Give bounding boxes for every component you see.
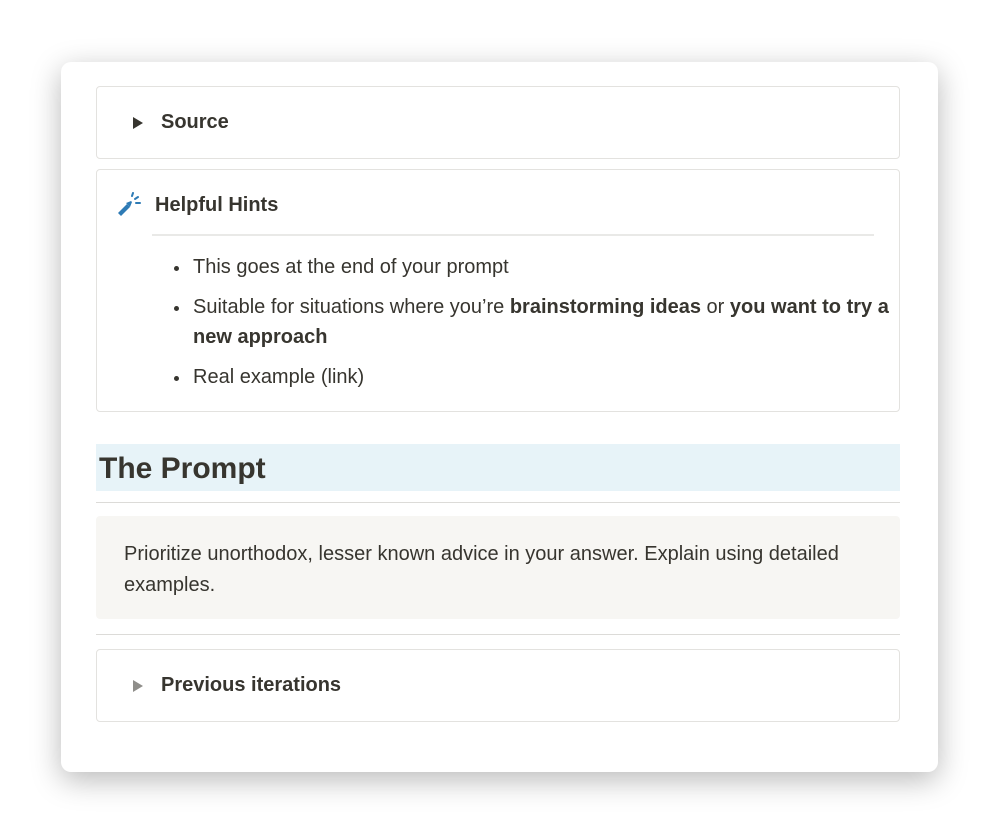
hint-text: or [701, 296, 730, 318]
hint-text: This goes at the end of your prompt [193, 256, 509, 278]
previous-iterations-toggle[interactable] [97, 650, 899, 721]
prompt-heading: The Prompt [96, 444, 900, 491]
source-toggle[interactable] [97, 87, 899, 158]
triangle-right-icon[interactable] [133, 117, 143, 129]
prompt-text: Prioritize unorthodox, lesser known advice in your answer. Explain using detailed examples. [96, 516, 900, 619]
hints-divider [152, 234, 874, 236]
hints-list [97, 252, 899, 392]
hint-text: Real example (link) [193, 366, 365, 388]
divider [96, 634, 900, 635]
list-item [191, 292, 899, 352]
flashlight-icon [115, 192, 141, 218]
list-item [191, 252, 899, 282]
source-toggle-block[interactable] [96, 86, 900, 159]
hint-bold: you want to try a new approach [193, 296, 889, 348]
hint-bold: brainstorming ideas [509, 296, 701, 318]
source-label: Source [161, 111, 229, 133]
divider [96, 502, 900, 503]
hints-title: Helpful Hints [155, 193, 279, 216]
helpful-hints-callout [96, 169, 900, 412]
hint-text: Suitable for situations where you’re [193, 296, 510, 318]
page-card [61, 62, 938, 772]
triangle-right-icon[interactable] [133, 680, 143, 692]
list-item [191, 362, 899, 392]
previous-iterations-block[interactable] [96, 649, 900, 722]
previous-iterations-label: Previous iterations [161, 674, 342, 696]
